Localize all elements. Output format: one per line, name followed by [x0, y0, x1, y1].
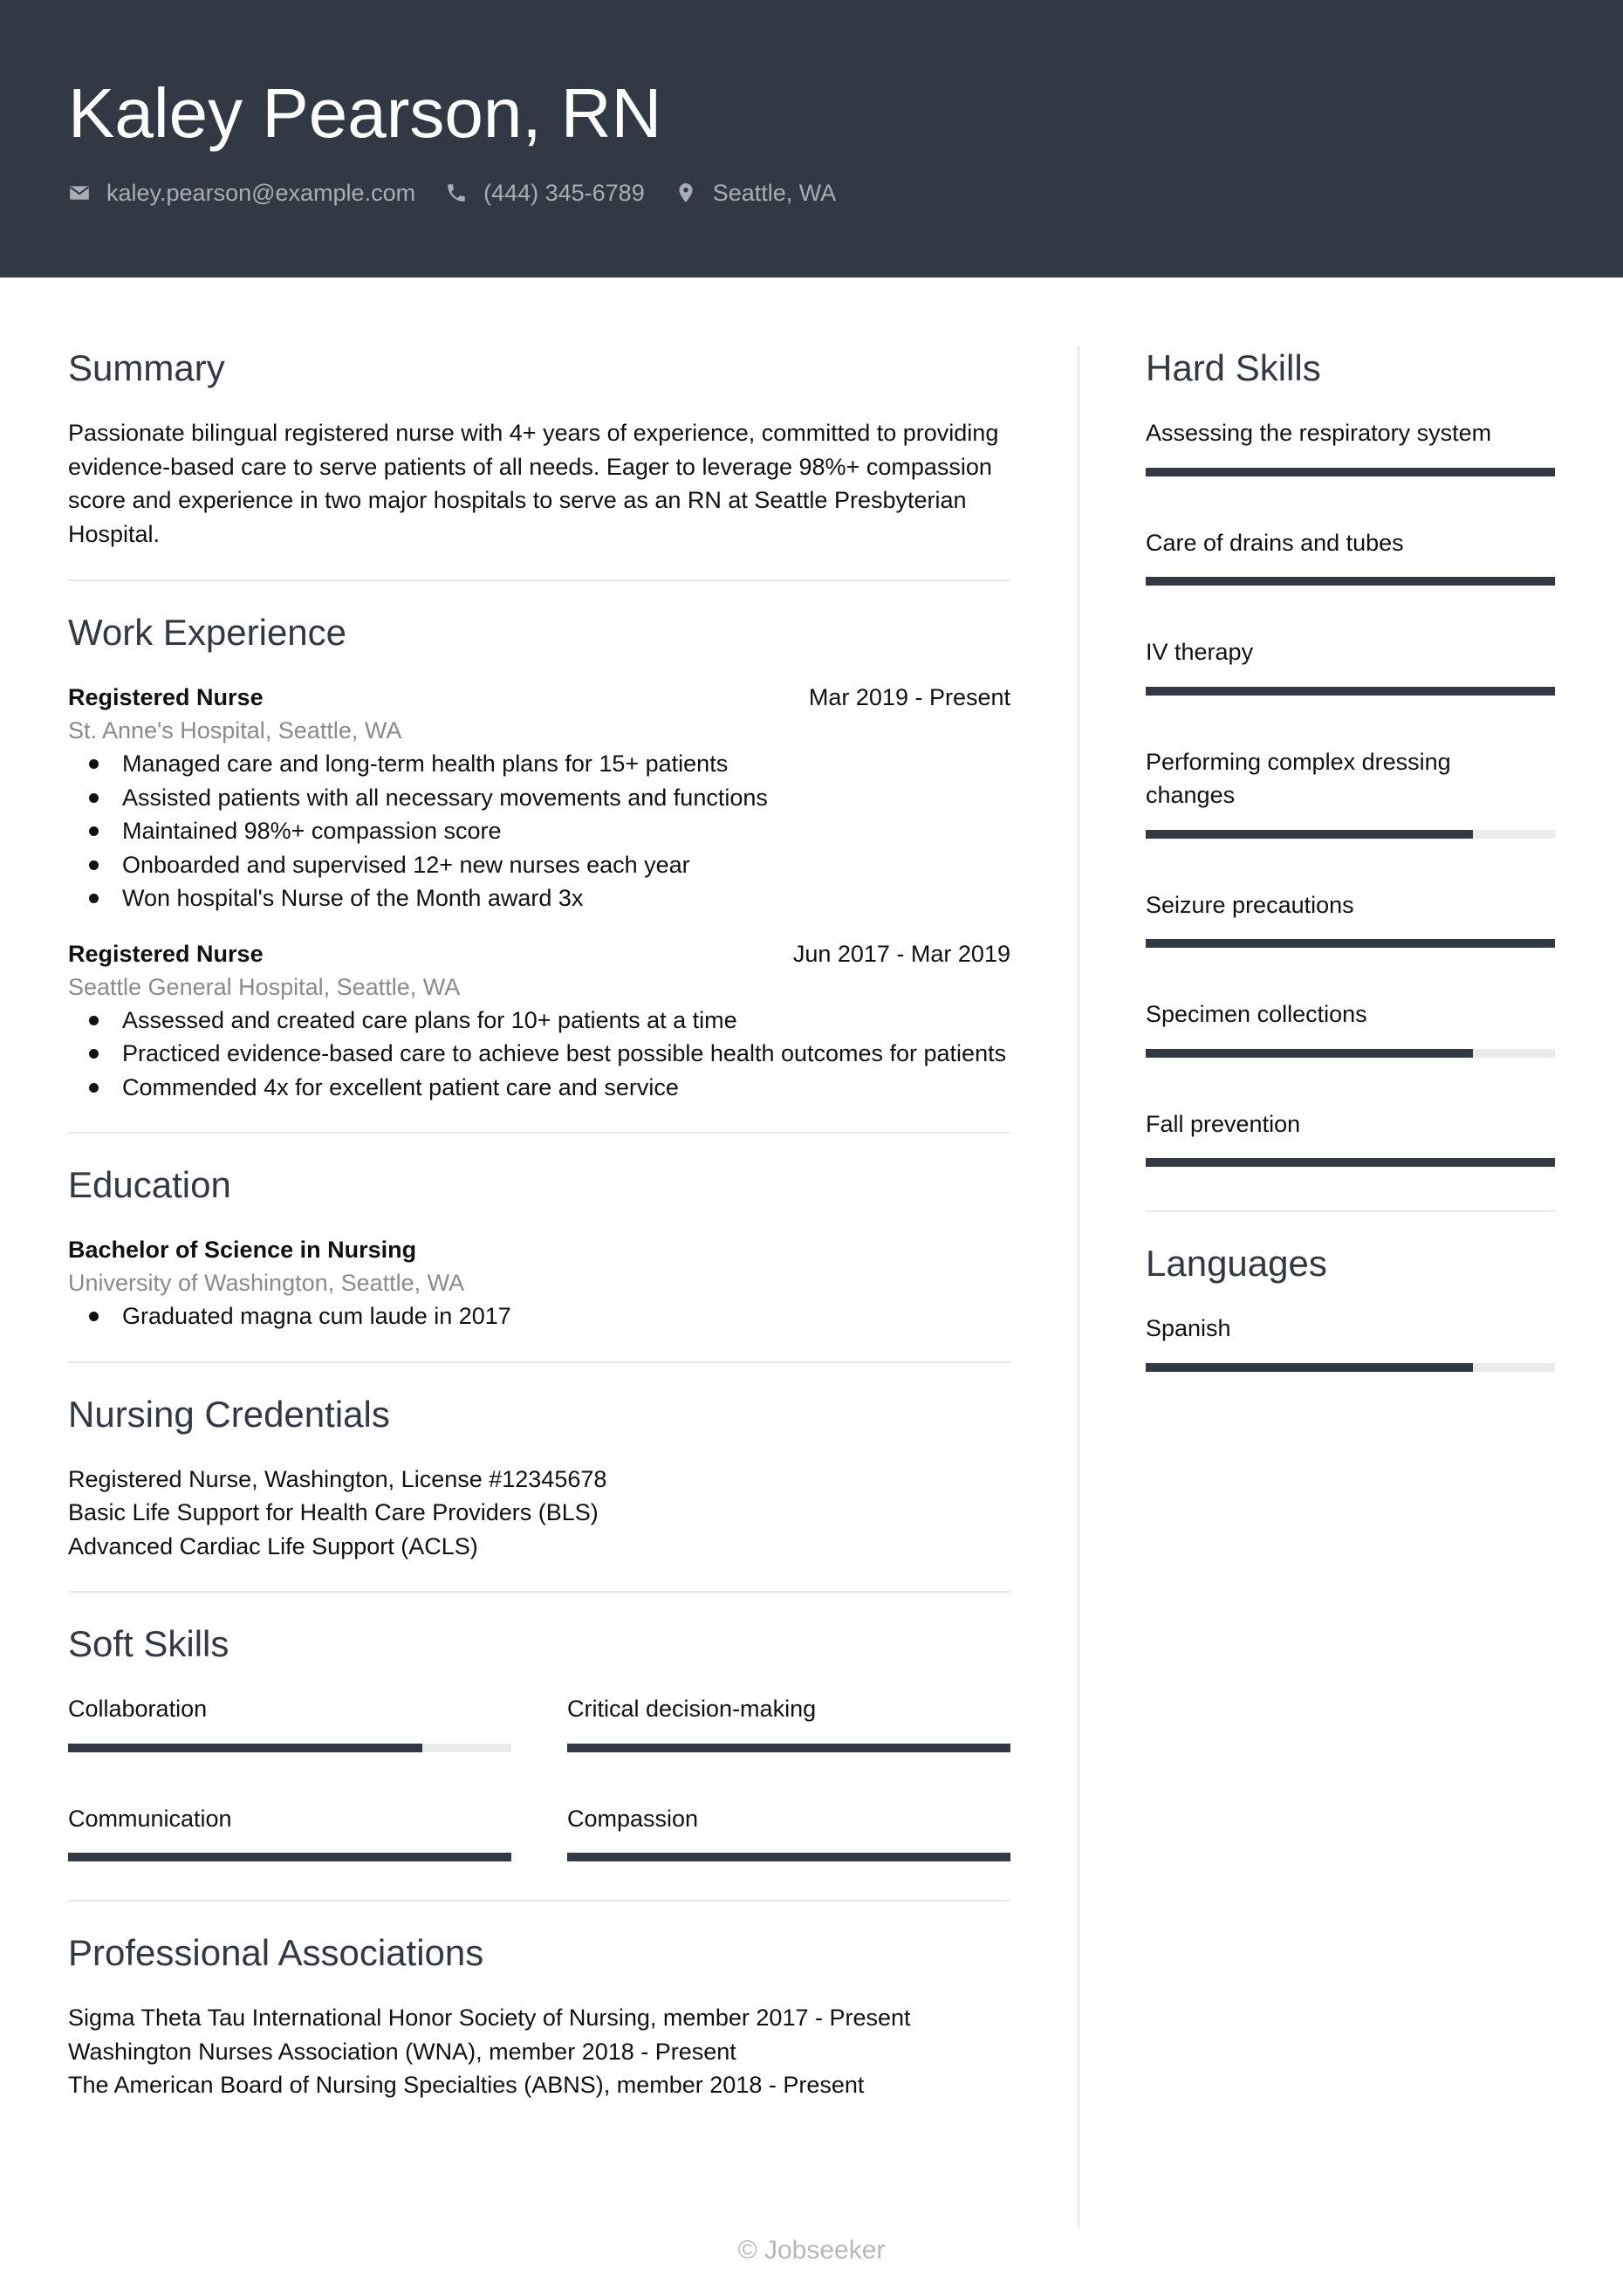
skill-item [1146, 745, 1555, 839]
phone-icon [445, 182, 468, 204]
section-title-credentials: Nursing Credentials [68, 1393, 390, 1435]
skill-bar [1146, 687, 1555, 696]
skill-bar [68, 1853, 511, 1861]
skill-bar [1146, 1158, 1555, 1167]
divider [68, 1132, 1010, 1134]
divider [68, 1361, 1010, 1363]
job-title: Registered Nurse [68, 684, 264, 710]
main-column [68, 345, 1010, 2102]
skill-bar [68, 1744, 511, 1752]
list-item: Onboarded and supervised 12+ new nurses each year [68, 848, 1010, 882]
skill-item [1146, 1107, 1555, 1168]
education-section [68, 1162, 1010, 1333]
divider [68, 579, 1010, 581]
footer-credit[interactable]: © Jobseeker [737, 2236, 886, 2265]
job-date: Jun 2017 - Mar 2019 [792, 940, 1010, 967]
section-title-languages: Languages [1146, 1243, 1327, 1284]
skill-label: Care of drains and tubes [1146, 529, 1404, 556]
skill-label: IV therapy [1146, 639, 1254, 665]
skill-bar-fill [68, 1853, 511, 1861]
association-item: The American Board of Nursing Specialties (ABNS), member 2018 - Present [68, 2072, 865, 2098]
skill-item [567, 1802, 1010, 1862]
skill-item [1146, 526, 1555, 586]
association-item: Sigma Theta Tau International Honor Society of Nursing, member 2017 - Present [68, 2005, 911, 2031]
job-date: Mar 2019 - Present [808, 684, 1010, 710]
job-entry [68, 681, 1010, 915]
skill-label: Fall prevention [1146, 1110, 1301, 1137]
location-text: Seattle, WA [712, 179, 837, 206]
skill-item [68, 1802, 511, 1862]
job-bullets [68, 747, 1010, 915]
skill-item [567, 1692, 1010, 1752]
summary-text: Passionate bilingual registered nurse with 4+ years of experience, committed to providing evidence-based care to serve patients of all needs. Eager to leverage 98%+ compassion score and experience in two major hospitals to serve as an RN at Seattle Presbyterian Hospital. [68, 420, 999, 547]
skill-bar-fill [1146, 830, 1473, 839]
list-item: Won hospital's Nurse of the Month award 3x [68, 881, 1010, 915]
list-item: Managed care and long-term health plans for 15+ patients [68, 747, 1010, 781]
language-label: Spanish [1146, 1315, 1231, 1341]
skill-bar [1146, 1049, 1555, 1058]
skill-bar-fill [567, 1744, 1010, 1752]
section-title-work-experience: Work Experience [68, 612, 347, 653]
skill-bar-fill [68, 1744, 422, 1752]
skill-item [68, 1692, 511, 1752]
mail-icon [68, 182, 91, 204]
list-item: Graduated magna cum laude in 2017 [68, 1299, 1010, 1333]
skill-label: Critical decision-making [567, 1696, 817, 1722]
credential-item: Registered Nurse, Washington, License #12345678 [68, 1465, 607, 1492]
job-bullets [68, 1004, 1010, 1105]
skill-bar [1146, 577, 1555, 586]
skill-bar-fill [1146, 687, 1555, 696]
section-title-soft-skills: Soft Skills [68, 1623, 229, 1664]
resume-header [0, 0, 1623, 278]
skill-bar [1146, 830, 1555, 839]
location-pin-icon [675, 182, 697, 204]
email-text: kaley.pearson@example.com [106, 179, 416, 206]
divider [68, 1591, 1010, 1593]
list-item: Commended 4x for excellent patient care and service [68, 1071, 1010, 1105]
association-item: Washington Nurses Association (WNA), member 2018 - Present [68, 2038, 736, 2065]
credential-item: Basic Life Support for Health Care Providers (BLS) [68, 1499, 599, 1525]
phone-text: (444) 345-6789 [483, 179, 645, 206]
skill-label: Collaboration [68, 1696, 208, 1722]
skill-bar-fill [1146, 939, 1555, 948]
skill-label: Specimen collections [1146, 1001, 1367, 1027]
credential-item: Advanced Cardiac Life Support (ACLS) [68, 1532, 478, 1559]
section-title-associations: Professional Associations [68, 1932, 484, 1973]
skill-bar-fill [1146, 468, 1555, 476]
skill-bar [1146, 468, 1555, 476]
candidate-name: Kaley Pearson, RN [68, 74, 662, 152]
skill-item [1146, 416, 1555, 476]
language-bar-fill [1146, 1363, 1473, 1372]
sidebar-column [1146, 345, 1555, 1372]
section-title-hard-skills: Hard Skills [1146, 347, 1321, 388]
column-divider [1078, 346, 1079, 2228]
degree-title: Bachelor of Science in Nursing [68, 1237, 417, 1263]
job-title: Registered Nurse [68, 940, 264, 967]
divider [68, 1900, 1010, 1902]
skill-label: Performing complex dressing changes [1146, 748, 1451, 808]
hard-skills-list [1146, 416, 1555, 1167]
job-employer: Seattle General Hospital, Seattle, WA [68, 973, 461, 1000]
contact-row [68, 176, 866, 209]
skill-label: Assessing the respiratory system [1146, 420, 1492, 446]
credentials-section [68, 1391, 1010, 1564]
job-employer: St. Anne's Hospital, Seattle, WA [68, 717, 402, 744]
contact-email[interactable] [68, 180, 415, 207]
skill-item [1146, 1312, 1555, 1372]
contact-phone[interactable] [445, 180, 645, 207]
language-bar [1146, 1363, 1555, 1372]
list-item: Practiced evidence-based care to achieve best possible health outcomes for patients [68, 1037, 1010, 1071]
hard-skills-section [1146, 345, 1555, 1167]
skill-bar-fill [1146, 1049, 1473, 1058]
languages-section [1146, 1240, 1555, 1372]
associations-section [68, 1929, 1010, 2102]
skill-bar [567, 1853, 1010, 1861]
skill-label: Seizure precautions [1146, 891, 1354, 918]
skill-label: Communication [68, 1805, 232, 1832]
skill-item [1146, 997, 1555, 1058]
job-entry [68, 937, 1010, 1105]
divider [1146, 1210, 1555, 1212]
work-experience-section [68, 609, 1010, 1104]
section-title-summary: Summary [68, 347, 225, 388]
skill-label: Compassion [567, 1805, 699, 1832]
skill-bar-fill [567, 1853, 1010, 1861]
skill-bar-fill [1146, 1158, 1555, 1167]
list-item: Assisted patients with all necessary movements and functions [68, 781, 1010, 815]
skill-bar [1146, 939, 1555, 948]
summary-section [68, 345, 1010, 551]
school-name: University of Washington, Seattle, WA [68, 1270, 465, 1296]
skill-bar [567, 1744, 1010, 1752]
section-title-education: Education [68, 1164, 231, 1205]
list-item: Assessed and created care plans for 10+ patients at a time [68, 1004, 1010, 1038]
skill-bar-fill [1146, 577, 1555, 586]
skill-item [1146, 635, 1555, 696]
education-bullets [68, 1299, 1010, 1333]
skill-item [1146, 888, 1555, 949]
contact-location [675, 180, 837, 207]
soft-skills-section [68, 1621, 1010, 1861]
list-item: Maintained 98%+ compassion score [68, 814, 1010, 848]
